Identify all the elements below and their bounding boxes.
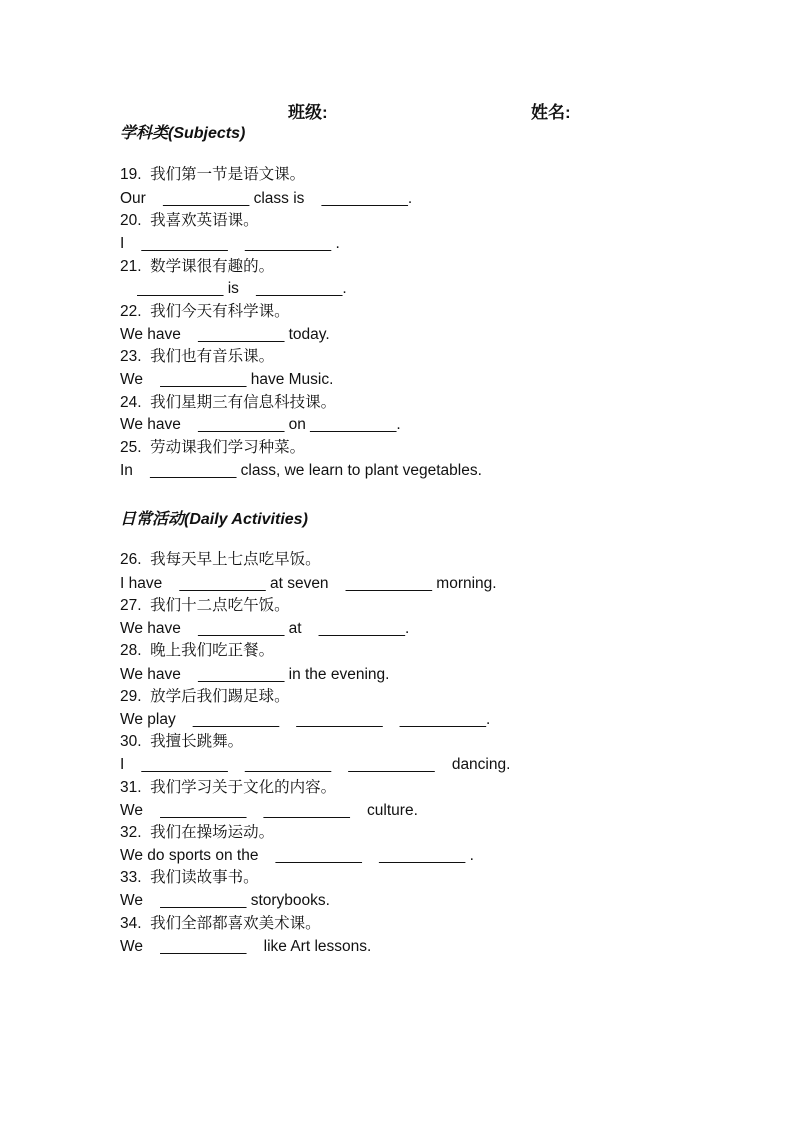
question-prompt-29: 29. 放学后我们踢足球。 [120,688,290,705]
answer-line-23: We __________ have Music. [120,371,334,388]
answer-line-26: I have __________ at seven __________ morning. [120,575,497,592]
answer-line-28: We have __________ in the evening. [120,666,390,683]
class-label: 班级: [288,103,328,122]
section-title-subjects: 学科类(Subjects) [120,125,246,142]
answer-line-20: I __________ __________ . [120,235,340,252]
answer-line-33: We __________ storybooks. [120,892,330,909]
question-prompt-25: 25. 劳动课我们学习种菜。 [120,439,306,456]
question-prompt-32: 32. 我们在操场运动。 [120,824,275,841]
section-title-daily-activities: 日常活动(Daily Activities) [120,511,308,528]
question-prompt-22: 22. 我们今天有科学课。 [120,303,290,320]
answer-line-19: Our __________ class is __________. [120,190,413,207]
answer-line-27: We have __________ at __________. [120,620,410,637]
question-prompt-31: 31. 我们学习关于文化的内容。 [120,779,337,796]
answer-line-25: In __________ class, we learn to plant vegetables. [120,462,482,479]
question-prompt-21: 21. 数学课很有趣的。 [120,258,275,275]
answer-line-30: I __________ __________ __________ dancing. [120,756,511,773]
question-prompt-26: 26. 我每天早上七点吃早饭。 [120,551,321,568]
answer-line-21: __________ is __________. [120,280,347,297]
worksheet-header [0,98,793,122]
name-label: 姓名: [531,103,571,122]
answer-line-32: We do sports on the __________ __________ . [120,847,474,864]
question-prompt-27: 27. 我们十二点吃午饭。 [120,597,290,614]
question-prompt-28: 28. 晚上我们吃正餐。 [120,642,275,659]
answer-line-34: We __________ like Art lessons. [120,938,372,955]
question-prompt-23: 23. 我们也有音乐课。 [120,348,275,365]
question-prompt-34: 34. 我们全部都喜欢美术课。 [120,915,321,932]
question-prompt-19: 19. 我们第一节是语文课。 [120,166,306,183]
question-prompt-24: 24. 我们星期三有信息科技课。 [120,394,337,411]
question-prompt-20: 20. 我喜欢英语课。 [120,212,259,229]
answer-line-24: We have __________ on __________. [120,416,401,433]
question-prompt-33: 33. 我们读故事书。 [120,869,259,886]
question-prompt-30: 30. 我擅长跳舞。 [120,733,244,750]
answer-line-22: We have __________ today. [120,326,330,343]
answer-line-29: We play __________ __________ __________. [120,711,491,728]
answer-line-31: We __________ __________ culture. [120,802,418,819]
